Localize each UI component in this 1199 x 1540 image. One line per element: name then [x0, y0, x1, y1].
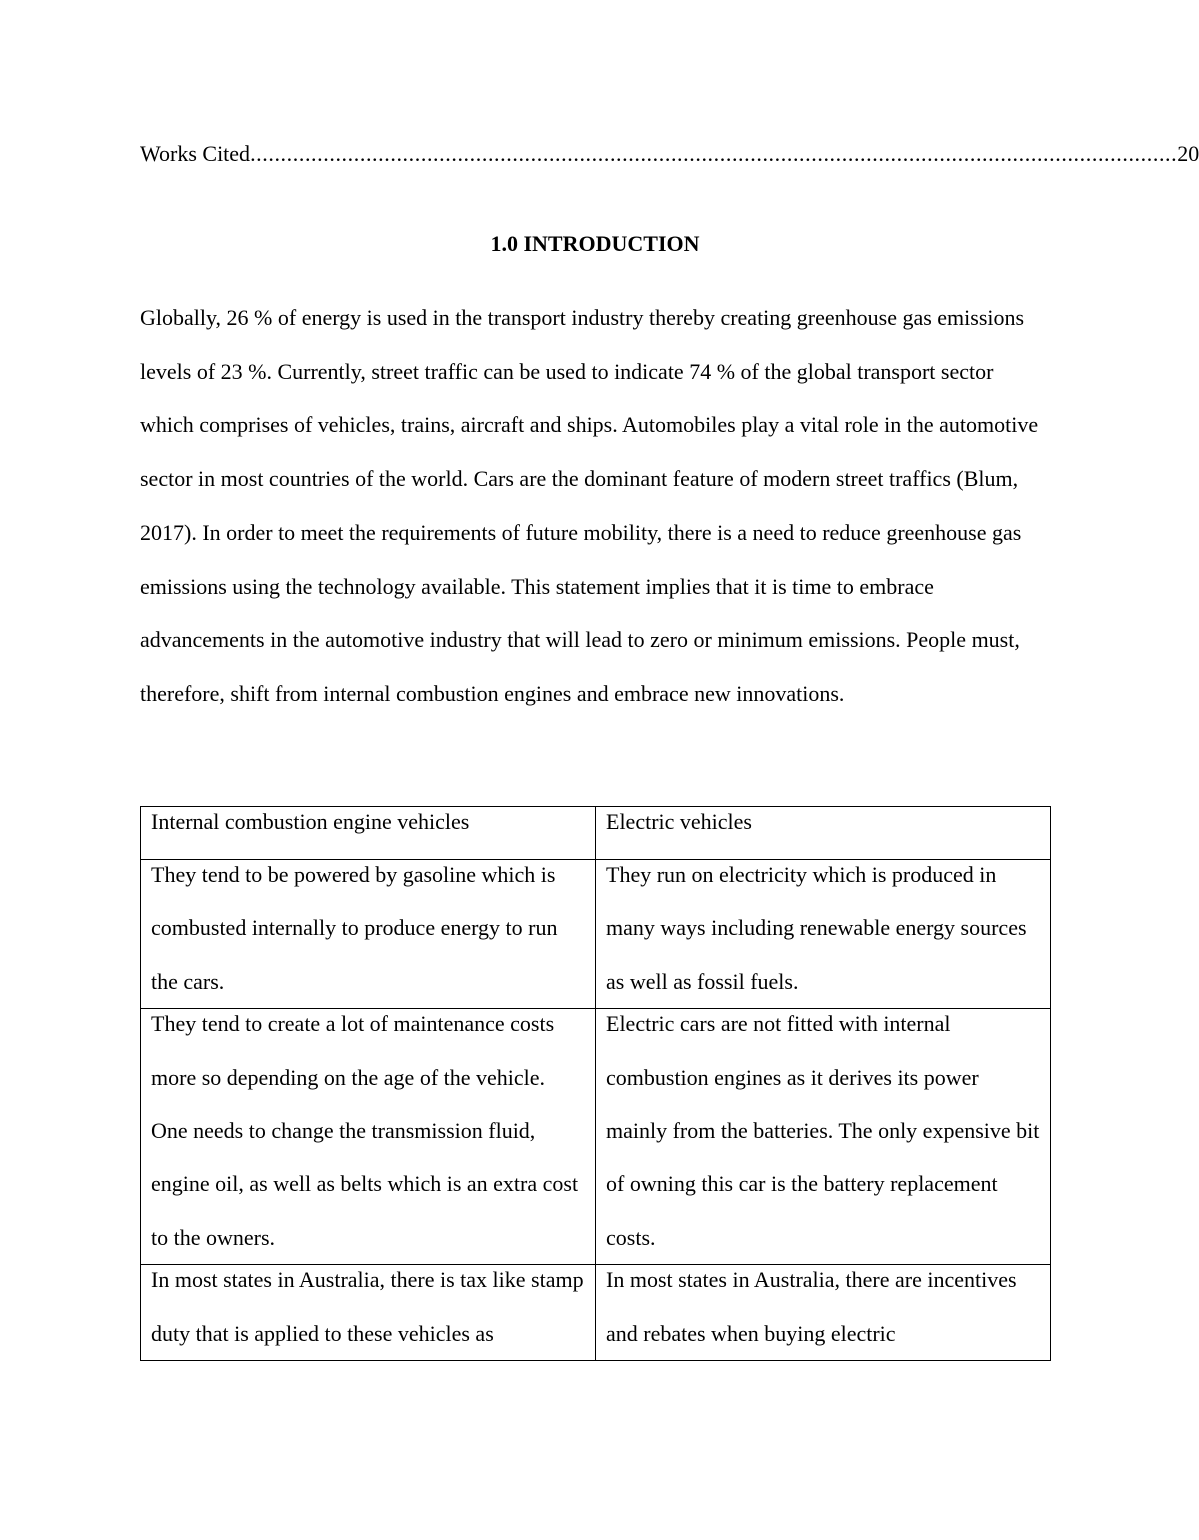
- cell-text: They run on electricity which is produced in many ways including renewable energy sources as well as fossil fuels.: [606, 862, 1027, 994]
- table-cell: [141, 1009, 596, 1265]
- section-heading: 1.0 INTRODUCTION: [490, 231, 700, 256]
- header-text-ice: Internal combustion engine vehicles: [151, 809, 470, 834]
- header-text-ev: Electric vehicles: [606, 809, 752, 834]
- cell-text: In most states in Australia, there are incentives and rebates when buying electric: [606, 1267, 1017, 1346]
- table-cell: [596, 860, 1051, 1009]
- cell-text: In most states in Australia, there is tax like stamp duty that is applied to these vehicles as: [151, 1267, 584, 1346]
- cell-text: They tend to be powered by gasoline which is combusted internally to produce energy to run the cars.: [151, 862, 558, 994]
- table-row: [141, 1265, 1051, 1361]
- table-cell: [596, 1265, 1051, 1361]
- toc-entry-title: Works Cited: [140, 141, 251, 166]
- table-cell: [141, 860, 596, 1009]
- cell-text: They tend to create a lot of maintenance costs more so depending on the age of the vehicle. One needs to change the transmission fluid, engine oil, as well as belts which is an extra cost to the owners.: [151, 1011, 579, 1250]
- toc-page-number: 20: [1177, 141, 1199, 166]
- table-cell: [141, 1265, 596, 1361]
- toc-entry-works-cited[interactable]: [140, 139, 1199, 169]
- table-row: [141, 1009, 1051, 1265]
- comparison-table: [140, 806, 1051, 1361]
- cell-text: Electric cars are not fitted with internal combustion engines as it derives its power mainly from the batteries. The only expensive bit of owning this car is the battery replacement costs.: [606, 1011, 1040, 1250]
- table-row: [141, 860, 1051, 1009]
- intro-paragraph: Globally, 26 % of energy is used in the transport industry thereby creating greenhouse gas emissions levels of 23 %. Currently, street traffic can be used to indicate 74 % of the global transport sector which comprises of vehicles, trains, aircraft and ships. Automobiles play a vital role in the automotive sector in most countries of the world. Cars are the dominant feature of modern street traffics (Blum, 2017). In order to meet the requirements of future mobility, there is a need to reduce greenhouse gas emissions using the technology available. This statement implies that it is time to embrace advancements in the automotive industry that will lead to zero or minimum emissions. People must, therefore, shift from internal combustion engines and embrace new innovations.: [140, 305, 1039, 706]
- toc-dot-leader: ........................................................................................................................................................: [250, 141, 1178, 166]
- table-cell: [596, 1009, 1051, 1265]
- page-bottom-margin: [0, 1368, 1190, 1540]
